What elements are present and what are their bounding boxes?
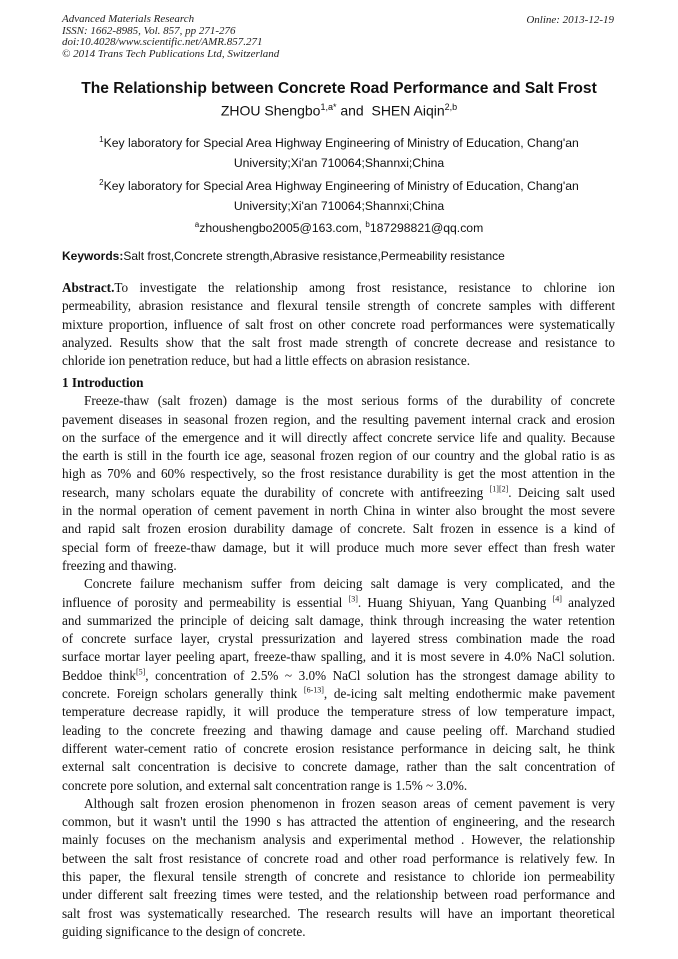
body-line: salt frost was systematically researched. The research results will have an important theoretical — [62, 905, 615, 921]
abstract-line: analyzed. Results show that the salt frost made strength of concrete decrease and resistance to — [62, 334, 615, 350]
affiliation-1 — [0, 130, 678, 173]
text-run: concrete. Foreign scholars generally think — [62, 686, 304, 702]
abstract-line: To investigate the relationship among frost resistance, resistance to chlorine ion — [114, 280, 615, 295]
text-run: analyzed — [561, 594, 615, 610]
email-address: 187298821@qq.com — [369, 221, 484, 236]
body-line: freezing and thawing. — [62, 557, 177, 573]
body-line: external salt concentration is decisive to concrete damage, rather than the salt concentration of — [62, 759, 615, 775]
journal-header — [62, 14, 279, 60]
email-address: zhoushengbo2005@163.com, — [199, 221, 366, 236]
body-line — [62, 484, 615, 502]
body-line: Concrete failure mechanism suffer from deicing salt damage is very complicated, and the — [84, 576, 615, 592]
body-line: Although salt frozen erosion phenomenon in frozen season areas of cement pavement is very — [84, 795, 615, 811]
citation: [6-13] — [303, 685, 324, 695]
author-name: ZHOU Shengbo — [220, 102, 321, 119]
text-run: research, many scholars equate the durability of concrete with antifreezing — [62, 484, 490, 500]
issn-line: ISSN: 1662-8985, Vol. 857, pp 271-276 — [62, 24, 236, 37]
citation: [1][2] — [489, 484, 509, 494]
body-line: pavement diseases in seasonal frozen region, and the resulting pavement internal crack and erosion — [62, 411, 615, 427]
citation: [5] — [135, 667, 146, 677]
doi-line: doi:10.4028/www.scientific.net/AMR.857.271 — [62, 36, 263, 48]
body-line: different water-cement ratio of concrete erosion resistance performance in deicing salt, he think — [62, 740, 615, 756]
body-line: high as 70% and 60% respectively, so the frost resistance durability is get the most attention in the — [62, 466, 615, 482]
section-heading: 1 Introduction — [62, 375, 144, 390]
text-run: , de-icing salt melting endothermic make pavement — [323, 686, 615, 702]
affiliation-2 — [0, 173, 678, 216]
keywords-text: Salt frost,Concrete strength,Abrasive resistance,Permeability resistance — [123, 249, 505, 263]
body-line — [62, 667, 615, 685]
copyright-line: © 2014 Trans Tech Publications Ltd, Switzerland — [62, 47, 280, 60]
author-affiliation-marker: 1,a* — [320, 102, 337, 112]
body-line: on the surface of the emergence and it will directly affect concrete service life and quality. Because — [62, 429, 615, 445]
abstract-line: chloride ion penetration reduce, but had a little effects on abrasion resistance. — [62, 353, 471, 369]
text-run: . Deicing salt used — [508, 484, 615, 500]
body-line: under different salt freezing times were tested, and the relationship between road performance and — [62, 887, 615, 903]
introduction-section — [62, 374, 615, 941]
abstract-label: Abstract. — [62, 280, 115, 295]
body-line: special form of freeze-thaw damage, but it will produce much more sever effect than fresh water — [62, 539, 615, 555]
text-run: Beddoe think — [62, 667, 136, 683]
affiliation-text: University;Xi'an 710064;Shannxi;China — [233, 199, 445, 214]
paper-title: The Relationship between Concrete Road Performance and Salt Frost — [81, 80, 597, 97]
body-line: of concrete surface layer, crystal pressurization and layered stress combination made the road — [62, 631, 615, 647]
body-line: Freeze-thaw (salt frozen) damage is the most serious forms of the durability of concrete — [84, 393, 615, 409]
body-line: this paper, the flexural tensile strength of concrete and resistance to chloride ion permeability — [62, 869, 615, 885]
citation: [3] — [348, 594, 358, 604]
online-date: Online: 2013-12-19 — [526, 14, 614, 26]
body-line: common, but it wasn't until the 1990 s has attracted the attention of engineering, and the research — [62, 814, 615, 830]
email-line — [0, 215, 678, 238]
author-joiner: and — [336, 102, 372, 119]
body-line: surface mortar layer peeling apart, freeze-thaw spalling, and it is most severe in 4.0% NaCl solution. — [62, 649, 615, 665]
body-line: and summarized the principle of deicing salt damage, think through increasing the water retention — [62, 612, 615, 628]
abstract-line: permeability, abrasion resistance and flexural tensile strength of concrete samples with different — [62, 298, 615, 314]
author-affiliation-marker: 2,b — [444, 102, 458, 112]
journal-name: Advanced Materials Research — [62, 13, 195, 25]
body-line — [62, 685, 615, 703]
email-marker: a — [194, 220, 200, 229]
affiliation-marker: 1 — [99, 135, 104, 144]
citation: [4] — [552, 594, 562, 604]
body-line: between the salt frost resistance of concrete road and other road performance is relatively few. In — [62, 850, 615, 866]
affiliation-marker: 2 — [99, 178, 104, 187]
abstract-line: mixture proportion, influence of salt frost on other concrete road performances were systematically — [62, 316, 615, 332]
email-marker: b — [365, 220, 370, 229]
affiliation-text: University;Xi'an 710064;Shannxi;China — [233, 156, 445, 171]
body-line — [62, 594, 615, 612]
body-line: concrete pore solution, and external salt concentration range is 1.5% ~ 3.0%. — [62, 777, 468, 793]
body-line: and rapid salt frozen erosion durability damage of concrete. Salt frozen in essence is a kind of — [62, 521, 615, 537]
body-line: temperature decrease rapidly, it will produce the temperature stress of low temperature impact, — [62, 704, 615, 720]
body-line: guiding significance to the design of concrete. — [62, 923, 306, 939]
abstract — [62, 279, 615, 370]
author-line — [0, 102, 678, 119]
keywords — [62, 249, 505, 263]
body-line: in the normal operation of cement pavement in north China in winter also brought the most severe — [62, 503, 615, 519]
affiliation-text: Key laboratory for Special Area Highway Engineering of Ministry of Education, Chang'an — [103, 136, 579, 151]
text-run: . Huang Shiyuan, Yang Quanbing — [357, 594, 553, 610]
author-name: SHEN Aiqin — [371, 102, 445, 119]
text-run: , concentration of 2.5% ~ 3.0% NaCl solution has the strongest damage ability to — [145, 667, 615, 683]
body-line: leading to the concrete freezing and thawing damage and cause peeling off. Marchand studied — [62, 722, 615, 738]
affiliation-text: Key laboratory for Special Area Highway Engineering of Ministry of Education, Chang'an — [103, 179, 579, 194]
keywords-label: Keywords: — [62, 249, 124, 263]
body-line: the earth is still in the fourth ice age, seasonal frozen region of our country and the global ratio is as — [62, 448, 615, 464]
text-run: influence of porosity and permeability is essential — [62, 594, 349, 610]
body-line: mainly focuses on the mechanism analysis and experimental method . However, the relationship — [62, 832, 615, 848]
